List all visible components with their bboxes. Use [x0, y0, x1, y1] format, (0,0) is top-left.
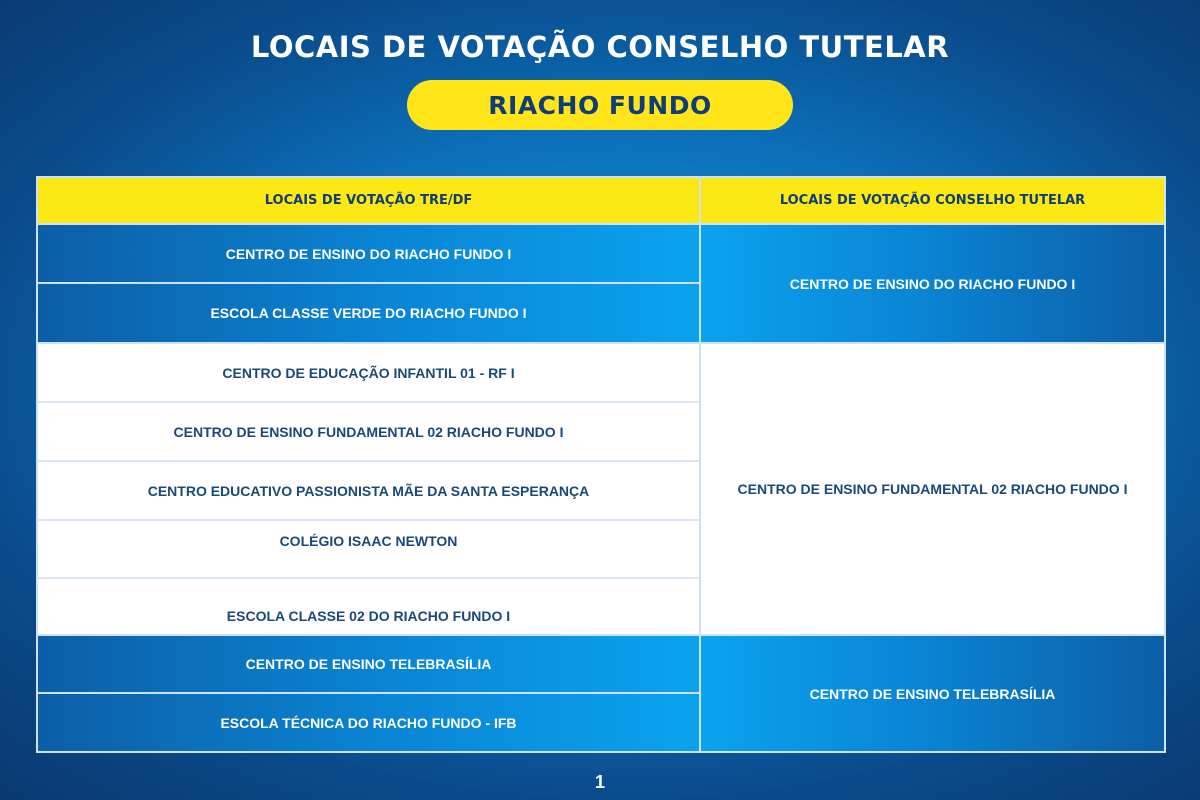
- group-1-conselho: [701, 225, 1164, 342]
- table-cell: CENTRO DE ENSINO DO RIACHO FUNDO I: [38, 225, 699, 284]
- table-cell: CENTRO EDUCATIVO PASSIONISTA MÃE DA SANTA ESPERANÇA: [38, 462, 699, 521]
- table-cell: CENTRO DE ENSINO TELEBRASÍLIA: [809, 685, 1056, 702]
- conselho-header: LOCAIS DE VOTAÇÃO CONSELHO TUTELAR: [701, 178, 1164, 225]
- tre-column: [38, 178, 699, 751]
- group-1-tre: [38, 225, 699, 342]
- group-3-tre: [38, 636, 699, 751]
- page-number: 1: [594, 772, 605, 792]
- table-cell: CENTRO DE ENSINO TELEBRASÍLIA: [38, 636, 699, 694]
- table-cell: ESCOLA CLASSE VERDE DO RIACHO FUNDO I: [210, 305, 527, 321]
- table-cell: CENTRO DE ENSINO FUNDAMENTAL 02 RIACHO FUNDO I: [701, 344, 1164, 634]
- conselho-column: [699, 178, 1164, 751]
- region-badge: RIACHO FUNDO: [407, 80, 793, 130]
- table-cell: ESCOLA TÉCNICA DO RIACHO FUNDO - IFB: [220, 714, 517, 731]
- table-cell: COLÉGIO ISAAC NEWTON: [38, 521, 699, 579]
- page-title: LOCAIS DE VOTAÇÃO CONSELHO TUTELAR: [250, 30, 950, 64]
- group-3-conselho: [701, 636, 1164, 751]
- table-cell: ESCOLA CLASSE 02 DO RIACHO FUNDO I: [38, 579, 699, 634]
- table-cell: CENTRO DE EDUCAÇÃO INFANTIL 01 - RF I: [38, 344, 699, 403]
- table-cell: CENTRO DE ENSINO DO RIACHO FUNDO I: [789, 275, 1076, 292]
- tre-header: LOCAIS DE VOTAÇÃO TRE/DF: [38, 178, 699, 225]
- group-2-conselho: [701, 342, 1164, 636]
- group-2-tre: [38, 342, 699, 636]
- table-cell: CENTRO DE ENSINO FUNDAMENTAL 02 RIACHO FUNDO I: [38, 403, 699, 462]
- voting-locations-table: [36, 176, 1166, 753]
